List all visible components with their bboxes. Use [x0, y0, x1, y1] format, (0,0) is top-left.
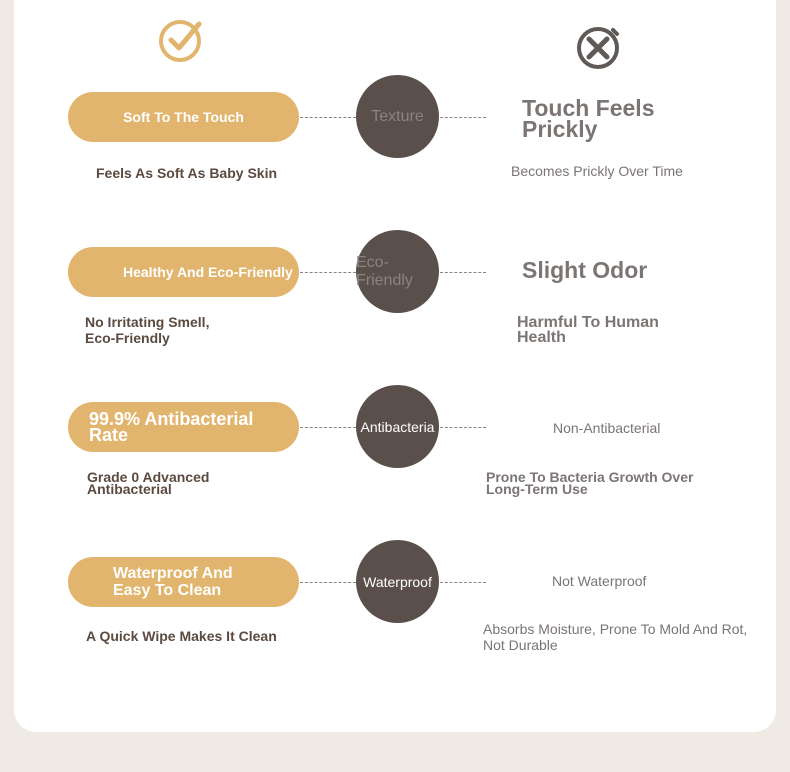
pill-advantage-4 — [68, 557, 299, 607]
pill-advantage-3 — [68, 402, 299, 452]
disadvantage-desc: Becomes Prickly Over Time — [511, 163, 683, 179]
x-circle-icon — [576, 25, 622, 71]
disadvantage-desc: Harmful To Human Health — [517, 314, 659, 346]
connector-right — [440, 117, 486, 118]
advantage-desc: Feels As Soft As Baby Skin — [96, 165, 278, 181]
pill-advantage-2 — [68, 247, 299, 297]
connector-right — [440, 427, 486, 428]
circle-label: Eco-Friendly — [356, 253, 413, 289]
disadvantage-title: Slight Odor — [522, 257, 648, 283]
disadvantage-title: Not Waterproof — [552, 573, 647, 589]
circle-category-3 — [356, 385, 439, 468]
pill-label: Healthy And Eco-Friendly — [123, 264, 293, 280]
connector-left — [300, 117, 356, 118]
circle-category-4 — [356, 540, 439, 623]
pill-label: 99.9% Antibacterial Rate — [89, 409, 254, 445]
circle-category-2 — [356, 230, 439, 313]
advantage-desc: A Quick Wipe Makes It Clean — [86, 628, 277, 644]
pill-label: Soft To The Touch — [123, 109, 244, 125]
check-circle-icon — [158, 17, 204, 63]
advantage-desc: No Irritating Smell, Eco-Friendly — [85, 314, 210, 346]
disadvantage-title: Non-Antibacterial — [553, 420, 661, 436]
pill-advantage-1 — [68, 92, 299, 142]
connector-right — [440, 582, 486, 583]
disadvantage-title: Touch Feels Prickly — [522, 95, 655, 142]
disadvantage-desc: Absorbs Moisture, Prone To Mold And Rot, Not Durable — [483, 621, 748, 653]
connector-left — [300, 272, 356, 273]
circle-label: Antibacteria — [360, 418, 435, 435]
circle-label: Waterproof — [363, 573, 432, 590]
circle-category-1 — [356, 75, 439, 158]
connector-right — [440, 272, 486, 273]
circle-label: Texture — [371, 107, 424, 125]
disadvantage-desc: Prone To Bacteria Growth Over Long-Term Use — [486, 469, 694, 497]
pill-label: Waterproof And Easy To Clean — [113, 565, 233, 599]
connector-left — [300, 582, 356, 583]
connector-left — [300, 427, 356, 428]
advantage-desc: Grade 0 Advanced Antibacterial — [87, 469, 210, 497]
